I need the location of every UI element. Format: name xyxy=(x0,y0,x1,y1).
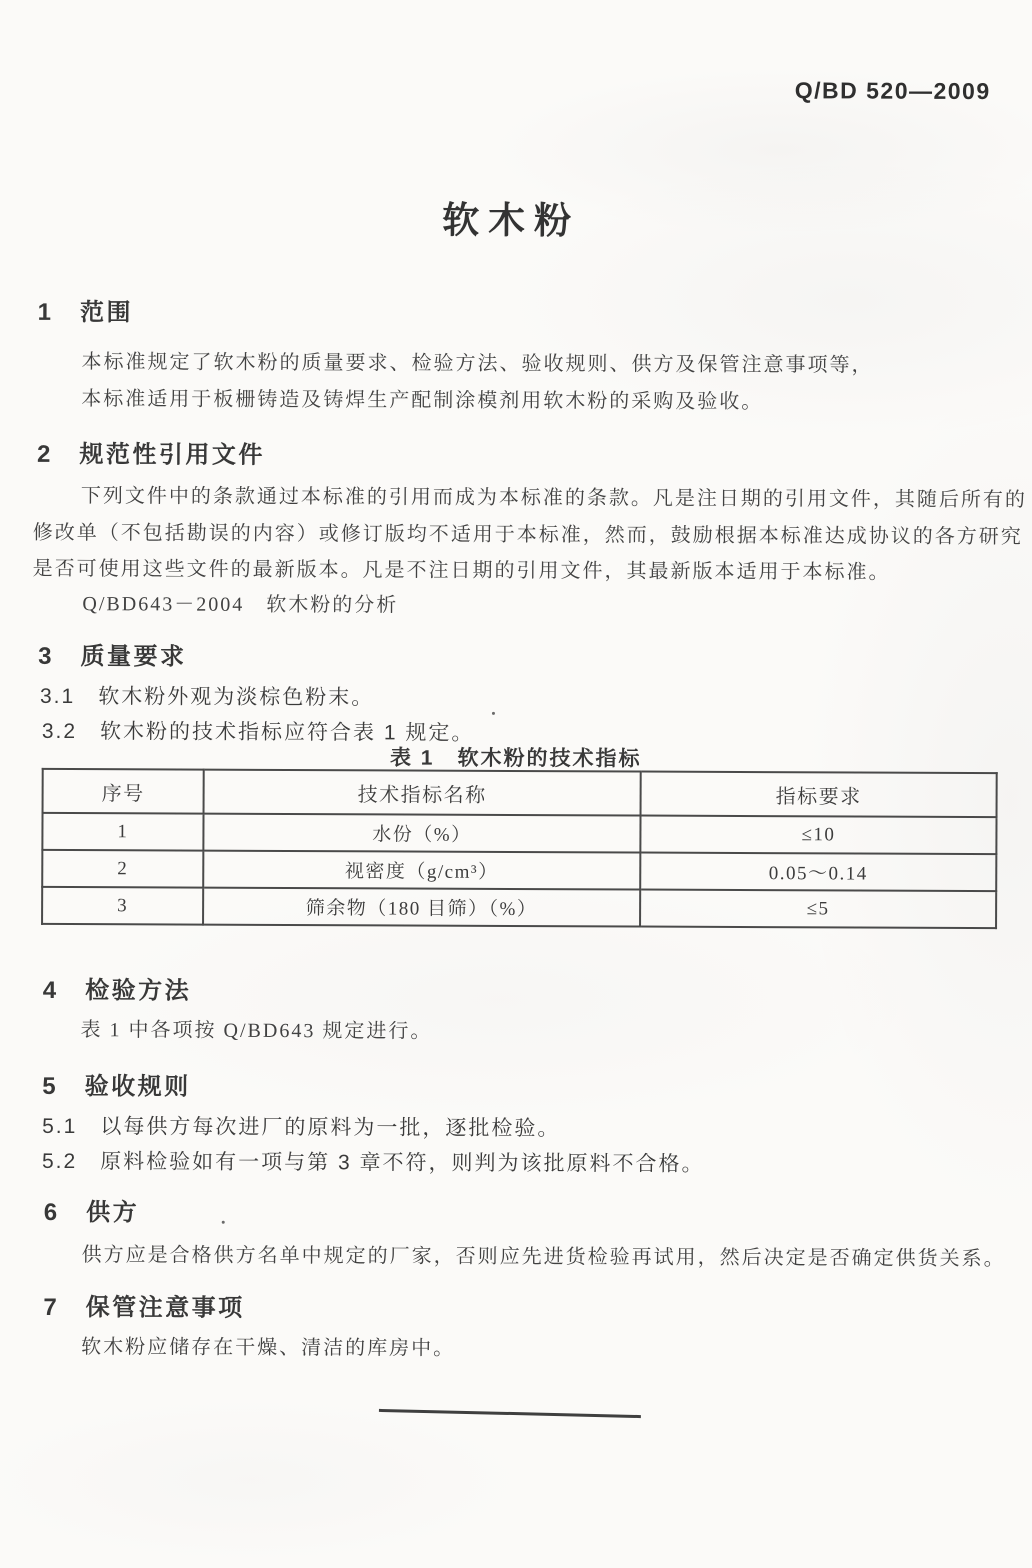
table-header-row xyxy=(43,769,997,817)
clause-3-1: 3.1 软木粉外观为淡棕色粉末。 xyxy=(39,684,375,710)
spec-table xyxy=(41,768,998,929)
table-cell-name: 水份（%） xyxy=(203,814,640,853)
table-1 xyxy=(41,768,998,929)
table-cell-requirement: 0.05～0.14 xyxy=(640,853,996,892)
section-1-line-1: 本标准规定了软木粉的质量要求、检验方法、验收规则、供方及保管注意事项等， xyxy=(81,351,874,377)
section-6-heading: 6 供方 xyxy=(43,1198,140,1227)
normative-reference: Q/BD643－2004 软木粉的分析 xyxy=(82,593,399,617)
section-2-line-1: 下列文件中的条款通过本标准的引用而成为本标准的条款。凡是注日期的引用文件，其随后所有的 xyxy=(80,485,1027,512)
clause-5-1: 5.1 以每供方每次进厂的原料为一批，逐批检验。 xyxy=(42,1114,561,1141)
section-2-line-3: 是否可使用这些文件的最新版本。凡是不注日期的引用文件，其最新版本适用于本标准。 xyxy=(32,557,891,584)
section-2-heading: 2 规范性引用文件 xyxy=(37,440,266,469)
scan-speck xyxy=(492,712,495,715)
table-cell-serial: 1 xyxy=(42,813,203,851)
section-1-heading: 1 范围 xyxy=(37,298,134,327)
table-cell-requirement: ≤10 xyxy=(640,816,996,855)
section-3-heading: 3 质量要求 xyxy=(38,642,187,671)
col-header-name: 技术指标名称 xyxy=(204,770,641,816)
col-header-serial: 序号 xyxy=(43,769,204,814)
table-row xyxy=(42,887,996,928)
clause-3-2: 3.2 软木粉的技术指标应符合表 1 规定。 xyxy=(41,719,475,745)
scan-speck xyxy=(222,1221,225,1224)
table-cell-serial: 3 xyxy=(42,887,203,925)
table-cell-name: 筛余物（180 目筛）（%） xyxy=(203,888,640,927)
clause-5-2: 5.2 原料检验如有一项与第 3 章不符，则判为该批原料不合格。 xyxy=(41,1149,705,1176)
col-header-requirement: 指标要求 xyxy=(641,772,997,818)
section-6-line-1: 供方应是合格供方名单中规定的厂家，否则应先进货检验再试用，然后决定是否确定供货关系。 xyxy=(81,1244,1006,1271)
table-cell-requirement: ≤5 xyxy=(640,890,996,929)
section-5-heading: 5 验收规则 xyxy=(42,1072,191,1101)
table-row xyxy=(42,813,996,854)
table-caption: 表 1 软木粉的技术指标 xyxy=(389,746,642,771)
page-title: 软木粉 xyxy=(442,200,581,243)
footer-divider xyxy=(379,1409,641,1418)
section-4-heading: 4 检验方法 xyxy=(42,976,192,1005)
section-4-line-1: 表 1 中各项按 Q/BD643 规定进行。 xyxy=(80,1019,433,1043)
table-cell-name: 视密度（g/cm³） xyxy=(203,851,640,890)
table-row xyxy=(42,850,996,891)
section-7-heading: 7 保管注意事项 xyxy=(43,1293,245,1322)
table-cell-serial: 2 xyxy=(42,850,203,888)
section-2-line-2: 修改单（不包括勘误的内容）或修订版均不适用于本标准，然而，鼓励根据本标准达成协议的各方研究 xyxy=(32,521,1023,549)
doc-number: Q/BD 520—2009 xyxy=(794,77,991,105)
section-1-line-2: 本标准适用于板栅铸造及铸焊生产配制涂模剂用软木粉的采购及验收。 xyxy=(81,388,764,414)
section-7-line-1: 软木粉应储存在干燥、清洁的库房中。 xyxy=(81,1336,456,1360)
